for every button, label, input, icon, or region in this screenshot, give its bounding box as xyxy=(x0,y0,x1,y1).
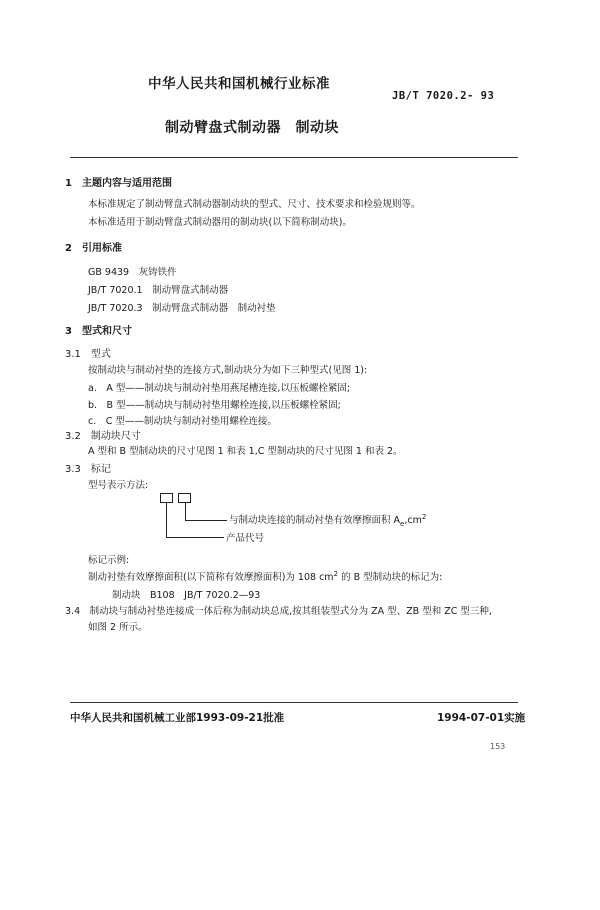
section-3-4-line-2: 如图 2 所示。 xyxy=(88,622,148,633)
section-3-4-line-1: 3.4 制动块与制动衬垫连接成一体后称为制动块总成,按其组装型式分为 ZA 型、ZB 型和 ZC 型三种, xyxy=(65,606,492,617)
area-box xyxy=(178,493,191,503)
section-3-1-intro: 按制动块与制动衬垫的连接方式,制动块分为如下三种型式(见图 1): xyxy=(88,365,368,376)
section-1-para-2: 本标准适用于制动臂盘式制动器用的制动块(以下简称制动块)。 xyxy=(88,217,352,228)
page-number: 153 xyxy=(490,742,506,751)
type-b-item: b. B 型——制动块与制动衬垫用螺栓连接,以压板螺栓紧固; xyxy=(88,400,341,411)
product-code-leader-horizontal xyxy=(166,537,224,538)
reference-jbt7020-1: JB/T 7020.1 制动臂盘式制动器 xyxy=(88,285,229,296)
section-1-heading: 1 主题内容与适用范围 xyxy=(65,178,172,189)
product-code-box xyxy=(160,493,173,503)
section-3-1-heading: 3.1 型式 xyxy=(65,349,111,360)
example-label: 标记示例: xyxy=(88,555,130,566)
header-rule xyxy=(70,157,518,158)
reference-gb9439: GB 9439 灰铸铁件 xyxy=(88,267,177,278)
format-label: 型号表示方法: xyxy=(88,480,149,491)
type-c-item: c. C 型——制动块与制动衬垫用螺栓连接。 xyxy=(88,416,277,427)
reference-jbt7020-3: JB/T 7020.3 制动臂盘式制动器 制动衬垫 xyxy=(88,303,276,314)
section-1-para-1: 本标准规定了制动臂盘式制动器制动块的型式、尺寸、技术要求和检验规则等。 xyxy=(88,199,421,210)
example-text: 制动衬垫有效摩擦面积(以下简称有效摩擦面积)为 108 $cm^2$ 的 B 型制动块的标记为: xyxy=(88,569,443,583)
product-code-description: 产品代号 xyxy=(226,533,265,544)
section-3-2-heading: 3.2 制动块尺寸 xyxy=(65,431,141,442)
approval-line: 中华人民共和国机械工业部1993-09-21批准 xyxy=(70,712,285,724)
example-mark: 制动块 B108 JB/T 7020.2—93 xyxy=(112,590,261,601)
standard-code: JB/T 7020.2- 93 xyxy=(392,90,495,102)
section-3-heading: 3 型式和尺寸 xyxy=(65,326,132,337)
area-description: 与制动块连接的制动衬垫有效摩擦面积 $A_e,cm^2$ xyxy=(229,512,427,528)
product-code-leader-vertical xyxy=(166,503,167,537)
area-leader-horizontal xyxy=(185,520,227,521)
document-title: 制动臂盘式制动器 制动块 xyxy=(165,120,339,136)
footer-rule xyxy=(70,702,518,703)
section-3-2-text: A 型和 B 型制动块的尺寸见图 1 和表 1,C 型制动块的尺寸见图 1 和表 2。 xyxy=(88,446,403,457)
area-leader-vertical xyxy=(185,503,186,520)
section-3-3-heading: 3.3 标记 xyxy=(65,464,111,475)
org-title: 中华人民共和国机械行业标准 xyxy=(148,76,330,92)
type-a-item: a. A 型——制动块与制动衬垫用燕尾槽连接,以压板螺栓紧固; xyxy=(88,383,351,394)
section-2-heading: 2 引用标准 xyxy=(65,243,122,254)
implementation-date: 1994-07-01实施 xyxy=(437,712,526,724)
